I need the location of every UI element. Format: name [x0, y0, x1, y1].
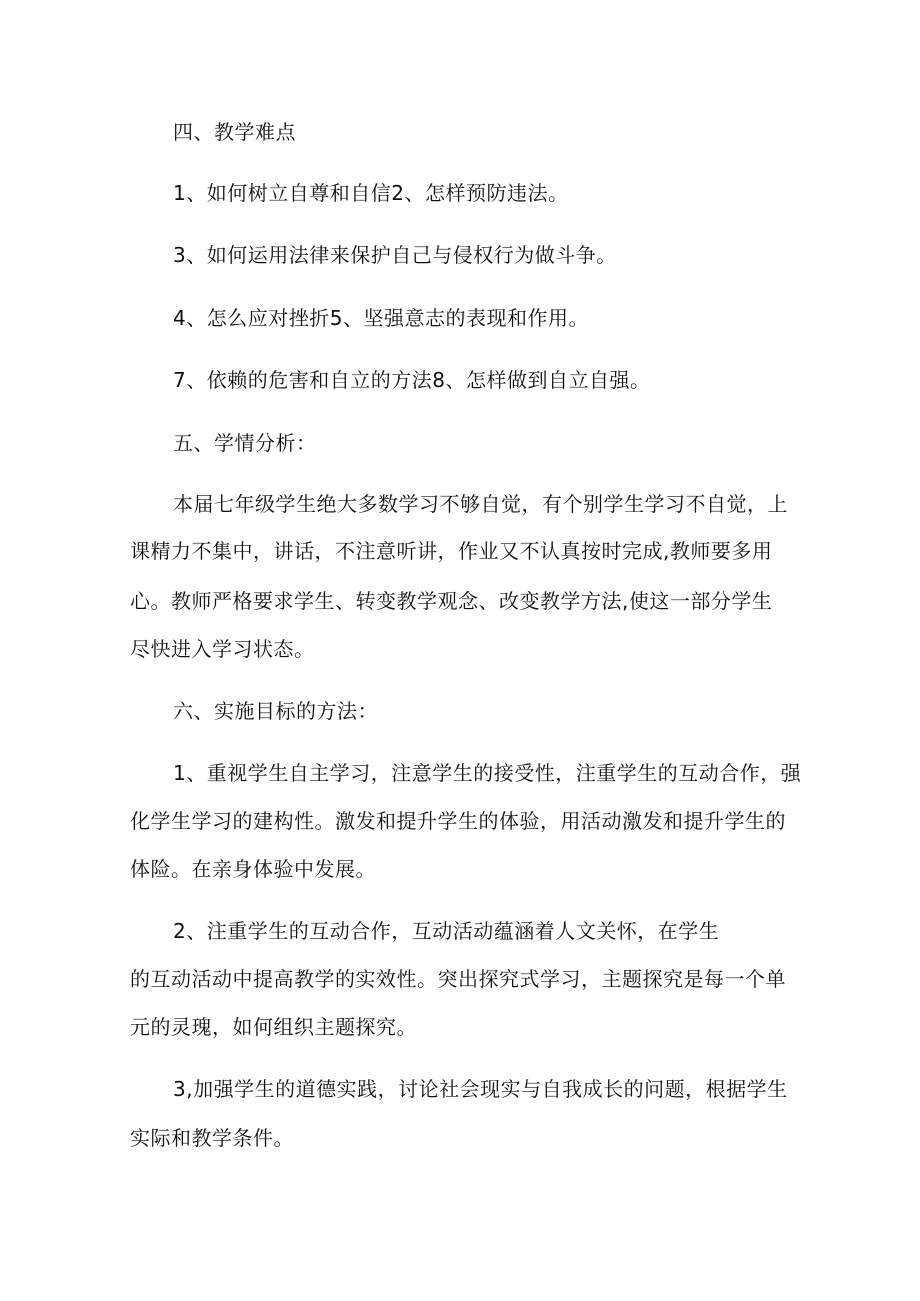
- section-heading-methods: 六、实施目标的方法：: [173, 699, 378, 723]
- analysis-paragraph-line: 本届七年级学生绝大多数学习不够自觉，有个别学生学习不自觉，上: [173, 492, 788, 516]
- method-3-line: 3,加强学生的道德实践，讨论社会现实与自我成长的问题，根据学生: [173, 1077, 788, 1101]
- section-heading-analysis: 五、学情分析：: [173, 431, 317, 455]
- difficulty-item-1-2: 1、如何树立自尊和自信2、怎样预防违法。: [173, 181, 569, 205]
- method-2-line: 2、注重学生的互动合作，互动活动蕴涵着人文关怀，在学生: [173, 919, 720, 943]
- analysis-paragraph-line: 尽快进入学习状态。: [130, 637, 315, 661]
- method-2-line: 的互动活动中提高教学的实效性。突出探究式学习，主题探究是每一个单: [130, 967, 786, 991]
- method-3-line: 实际和教学条件。: [130, 1126, 294, 1150]
- method-1-line: 体险。在亲身体验中发展。: [130, 857, 376, 881]
- analysis-paragraph-line: 课精力不集中，讲话，不注意听讲，作业又不认真按时完成,教师要多用: [130, 539, 773, 563]
- section-heading-difficulties: 四、教学难点: [173, 120, 296, 144]
- analysis-paragraph-line: 心。教师严格要求学生、转变教学观念、改变教学方法,使这一部分学生: [130, 589, 773, 613]
- method-1-line: 1、重视学生自主学习，注意学生的接受性，注重学生的互动合作，强: [173, 761, 802, 785]
- method-1-line: 化学生学习的建构性。激发和提升学生的体验，用活动激发和提升学生的: [130, 809, 786, 833]
- difficulty-item-7-8: 7、依赖的危害和自立的方法8、怎样做到自立自强。: [173, 368, 651, 392]
- method-2-line: 元的灵瑰，如何组织主题探究。: [130, 1015, 417, 1039]
- difficulty-item-4-5: 4、怎么应对挫折5、坚强意志的表现和作用。: [173, 306, 589, 330]
- difficulty-item-3: 3、如何运用法律来保护自己与侵权行为做斗争。: [173, 243, 617, 267]
